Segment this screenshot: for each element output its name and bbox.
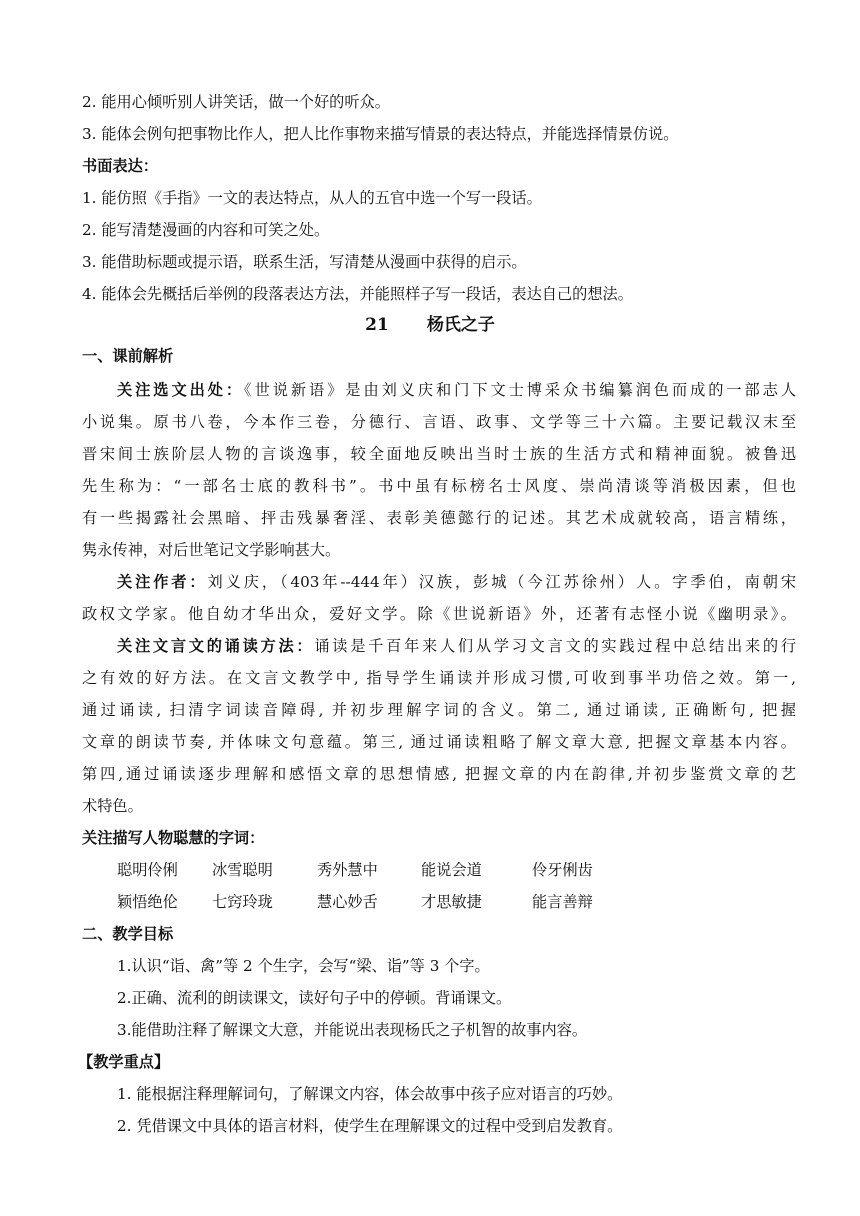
section1-heading: 一、课前解析 [82, 347, 174, 365]
section2-heading: 二、教学目标 [82, 925, 174, 943]
recitation-line-3: 通过诵读, 扫清字词读音障碍, 并初步理解字词的含义。第二, 通过诵读, 正确断句, 把握 [82, 701, 796, 719]
word-item: 秀外慧中 [317, 861, 378, 879]
recitation-line-5: 第四,通过诵读逐步理解和感悟文章的思想情感, 把握文章的内在韵律,并初步鉴赏文章的艺 [82, 765, 796, 783]
lesson-number: 21 [365, 315, 389, 335]
author-line-1: 关注作者：刘义庆，（403年--444年）汉族，彭城（今江苏徐州）人。字季伯，南朝宋 [117, 573, 797, 591]
words-heading: 关注描写人物聪慧的字词： [82, 829, 265, 847]
writing-item-4: 4. 能体会先概括后举例的段落表达方法，并能照样子写一段话，表达自己的想法。 [82, 285, 633, 303]
writing-item-3: 3. 能借助标题或提示语，联系生活，写清楚从漫画中获得的启示。 [82, 253, 527, 271]
word-item: 慧心妙舌 [317, 893, 378, 911]
goal-item-1: 1.认识“诣、禽”等 2 个生字，会写“梁、诣”等 3 个字。 [117, 957, 490, 975]
recitation-label: 关注文言文的诵读方法： [117, 637, 315, 655]
source-line-4: 先生称为：“一部名士底的教科书”。书中虽有标榜名士风度、崇尚清谈等消极因素，但也 [82, 477, 796, 495]
source-line-2: 小说集。原书八卷，今本作三卷，分德行、言语、政事、文学等三十六篇。主要记载汉末至 [82, 413, 796, 431]
oral-goal-3: 3. 能体会例句把事物比作人，把人比作事物来描写情景的表达特点，并能选择情景仿说。 [82, 125, 679, 143]
source-line-3: 晋宋间士族阶层人物的言谈逸事，较全面地反映出当时士族的生活方式和精神面貌。被鲁迅 [82, 445, 796, 463]
source-line-5: 有一些揭露社会黑暗、抨击残暴奢淫、表彰美德懿行的记述。其艺术成就较高，语言精练， [82, 509, 796, 527]
word-item: 颖悟绝伦 [117, 893, 178, 911]
word-item: 能言善辩 [532, 893, 593, 911]
lesson-name: 杨氏之子 [426, 315, 495, 335]
recitation-line-2: 之有效的好方法。在文言文教学中, 指导学生诵读并形成习惯,可收到事半功倍之效。第一, [82, 669, 796, 687]
word-item: 七窍玲珑 [212, 893, 273, 911]
writing-item-1: 1. 能仿照《手指》一文的表达特点，从人的五官中选一个写一段话。 [82, 189, 542, 207]
lesson-title [0, 314, 860, 336]
recitation-line-6: 术特色。 [82, 797, 143, 815]
word-item: 冰雪聪明 [212, 861, 273, 879]
word-item: 能说会道 [421, 861, 482, 879]
word-item: 才思敏捷 [421, 893, 482, 911]
source-line-1: 关注选文出处：《世说新语》是由刘义庆和门下文士博采众书编纂润色而成的一部志人 [117, 381, 797, 399]
word-item: 伶牙俐齿 [532, 861, 593, 879]
goal-item-3: 3.能借助注释了解课文大意，并能说出表现杨氏之子机智的故事内容。 [117, 1021, 588, 1039]
source-line-6: 隽永传神，对后世笔记文学影响甚大。 [82, 541, 341, 559]
source-label: 关注选文出处： [117, 381, 245, 399]
word-item: 聪明伶俐 [117, 861, 178, 879]
recitation-line-1: 关注文言文的诵读方法：诵读是千百年来人们从学习文言文的实践过程中总结出来的行 [117, 637, 797, 655]
key-point-1: 1. 能根据注释理解词句，了解课文内容，体会故事中孩子应对语言的巧妙。 [117, 1085, 623, 1103]
key-points-heading: 【教学重点】 [78, 1053, 170, 1071]
oral-goal-2: 2. 能用心倾听别人讲笑话，做一个好的听众。 [82, 93, 390, 111]
author-line-2: 政权文学家。他自幼才华出众，爱好文学。除《世说新语》外，还著有志怪小说《幽明录》。 [82, 605, 796, 623]
author-label: 关注作者： [117, 573, 208, 591]
key-point-2: 2. 凭借课文中具体的语言材料，使学生在理解课文的过程中受到启发教育。 [117, 1117, 623, 1135]
writing-item-2: 2. 能写清楚漫画的内容和可笑之处。 [82, 221, 330, 239]
goal-item-2: 2.正确、流利的朗读课文，读好句子中的停顿。背诵课文。 [117, 989, 512, 1007]
writing-heading: 书面表达： [82, 157, 158, 175]
recitation-line-4: 文章的朗读节奏, 并体味文句意蕴。第三, 通过诵读粗略了解文章大意, 把握文章基本内容。 [82, 733, 796, 751]
